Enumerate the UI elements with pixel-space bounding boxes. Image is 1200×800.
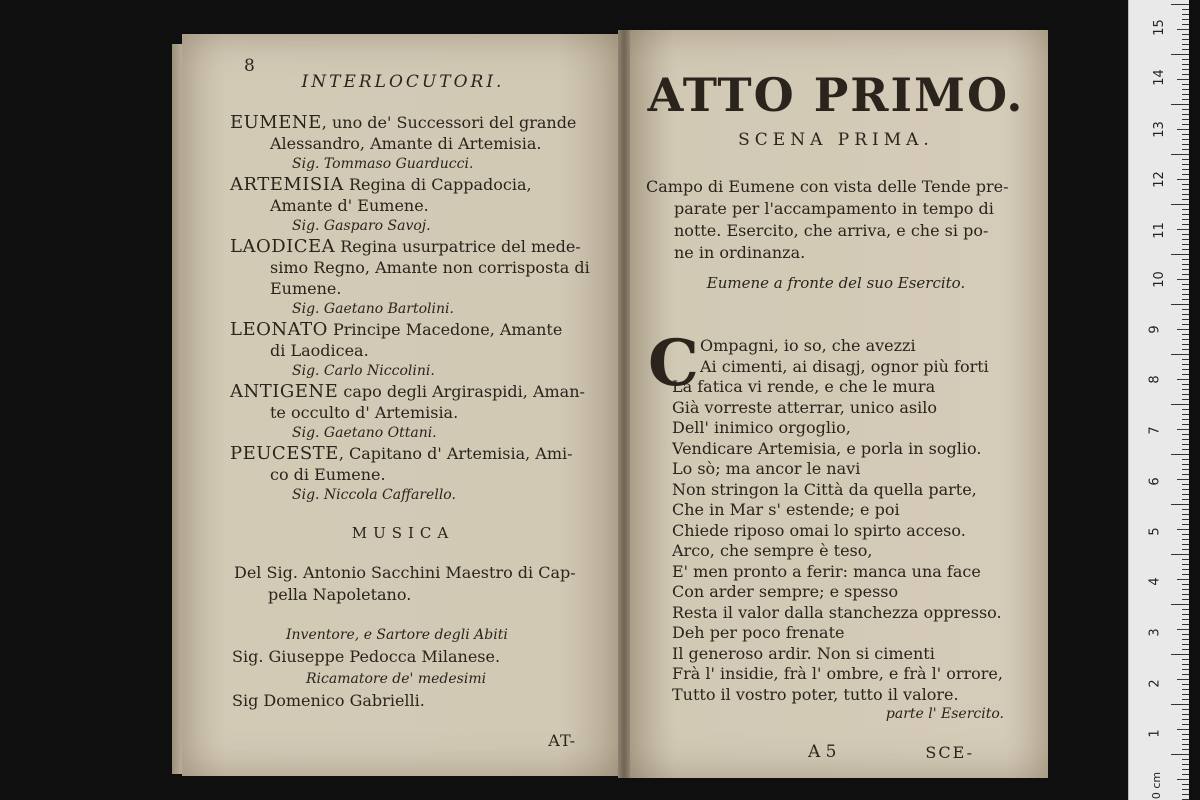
ruler-tick [1182, 194, 1189, 195]
ruler-number: 14 [1151, 69, 1167, 86]
ruler-tick [1177, 679, 1189, 680]
ruler-tick [1182, 64, 1189, 65]
ruler-tick [1182, 539, 1189, 540]
ruler-tick [1171, 104, 1189, 105]
ruler-tick [1182, 314, 1189, 315]
ruler-tick [1182, 319, 1189, 320]
ruler-tick [1182, 449, 1189, 450]
ruler-tick [1182, 784, 1189, 785]
character-desc: Regina di Cappadocia, [343, 175, 532, 194]
ruler-tick [1182, 359, 1189, 360]
ruler-tick [1182, 364, 1189, 365]
ruler-tick [1182, 274, 1189, 275]
character-desc-cont: Alessandro, Amante di Artemisia. [270, 134, 542, 153]
ruler-tick [1182, 14, 1189, 15]
ruler-tick [1182, 419, 1189, 420]
ruler-tick [1182, 464, 1189, 465]
setting-line: parate per l'accampamento in tempo di [674, 199, 994, 218]
ruler-tick [1182, 44, 1189, 45]
ruler-tick [1182, 389, 1189, 390]
verse-line: Resta il valor dalla stanchezza oppresso. [672, 602, 1002, 622]
character-desc-cont: co di Eumene. [270, 465, 386, 484]
ruler-tick [1182, 484, 1189, 485]
ruler-tick [1182, 334, 1189, 335]
ruler-tick [1182, 134, 1189, 135]
ruler-tick [1177, 579, 1189, 580]
ruler-tick [1182, 564, 1189, 565]
verse-line: Il generoso ardir. Non si cimenti [672, 643, 935, 663]
character-desc: , Capitano d' Artemisia, Ami- [338, 444, 573, 463]
signature-mark: A 5 [808, 742, 837, 762]
ruler-tick [1182, 89, 1189, 90]
ruler-tick [1182, 74, 1189, 75]
ruler-tick [1182, 309, 1189, 310]
cast-entry [230, 236, 600, 319]
ruler-tick [1182, 369, 1189, 370]
ruler-tick [1182, 744, 1189, 745]
ruler-tick [1182, 549, 1189, 550]
ruler-tick [1182, 684, 1189, 685]
verse-line: Arco, che sempre è teso, [672, 541, 873, 560]
character-desc-cont: Amante d' Eumene. [270, 196, 429, 215]
verse-line: Con arder sempre; e spesso [672, 582, 899, 601]
ruler-tick [1182, 209, 1189, 210]
ruler-tick [1182, 444, 1189, 445]
ruler-tick [1182, 459, 1189, 460]
singer-name: Sig. Tommaso Guarducci. [292, 156, 474, 172]
ruler-tick [1182, 724, 1189, 725]
character-name: LEONATO [230, 319, 328, 340]
cast-list [230, 112, 600, 505]
verse-line: Lo sò; ma ancor le navi [672, 459, 861, 478]
credit-name: Sig Domenico Gabrielli. [232, 691, 425, 710]
cast-heading: INTERLOCUTORI. [301, 72, 505, 92]
singer-name: Sig. Carlo Niccolini. [292, 363, 435, 379]
character-name: PEUCESTE [230, 443, 339, 464]
ruler-tick [1182, 534, 1189, 535]
ruler-tick [1171, 54, 1189, 55]
ruler-tick [1182, 349, 1189, 350]
ruler-tick [1182, 174, 1189, 175]
ruler-tick [1171, 304, 1189, 305]
ruler-tick [1171, 4, 1189, 5]
ruler-number: 6 [1147, 477, 1163, 486]
costume-credits [232, 624, 592, 712]
cast-entry [230, 443, 600, 505]
ruler-tick [1171, 654, 1189, 655]
ruler-tick [1177, 179, 1189, 180]
ruler-tick [1182, 109, 1189, 110]
ruler-tick [1182, 649, 1189, 650]
ruler-number: 10 [1151, 271, 1167, 288]
ruler-number: 2 [1147, 679, 1163, 688]
ruler-tick [1182, 169, 1189, 170]
ruler-tick [1182, 184, 1189, 185]
character-desc-cont: simo Regno, Amante non corrisposta di Eumene. [270, 258, 590, 298]
ruler-tick [1182, 159, 1189, 160]
ruler-tick [1177, 779, 1189, 780]
setting-line: Campo di Eumene con vista delle Tende pre- [646, 177, 1009, 196]
ruler-tick [1182, 544, 1189, 545]
ruler-tick [1182, 284, 1189, 285]
catchword: AT- [548, 731, 576, 750]
ruler-tick [1182, 774, 1189, 775]
ruler-tick [1182, 214, 1189, 215]
ruler-tick [1182, 749, 1189, 750]
ruler-tick [1182, 644, 1189, 645]
ruler-tick [1171, 704, 1189, 705]
ruler-tick [1182, 509, 1189, 510]
ruler-tick [1182, 574, 1189, 575]
music-heading: MUSICA [351, 524, 455, 542]
ruler-tick [1182, 124, 1189, 125]
character-desc: Principe Macedone, Amante [327, 320, 563, 339]
music-credit [234, 562, 594, 606]
setting-line: notte. Esercito, che arriva, e che si po- [674, 221, 989, 240]
book-gutter [618, 30, 630, 778]
ruler-tick [1182, 399, 1189, 400]
ruler-tick [1182, 164, 1189, 165]
ruler-tick [1177, 279, 1189, 280]
verse-block [648, 326, 1028, 705]
verse-line: Tutto il vostro poter, tutto il valore. [672, 684, 959, 704]
ruler-tick [1182, 439, 1189, 440]
ruler-tick [1182, 474, 1189, 475]
ruler-tick [1182, 34, 1189, 35]
ruler-tick [1182, 119, 1189, 120]
ruler-tick [1182, 239, 1189, 240]
verse-line: E' men pronto a ferir: manca una face [672, 561, 981, 581]
ruler-tick [1182, 789, 1189, 790]
catchword: SCE- [925, 743, 974, 762]
ruler-tick [1182, 434, 1189, 435]
ruler-tick [1182, 244, 1189, 245]
ruler-tick [1182, 624, 1189, 625]
page-number: 8 [244, 56, 255, 76]
exit-direction: parte l' Esercito. [885, 706, 1004, 722]
ruler-number: 9 [1147, 325, 1163, 334]
right-page [624, 30, 1048, 778]
ruler-tick [1182, 569, 1189, 570]
cast-entry [230, 112, 600, 174]
singer-name: Sig. Gaetano Bartolini. [292, 301, 454, 317]
ruler-tick [1171, 204, 1189, 205]
ruler-tick [1182, 59, 1189, 60]
measuring-ruler [1128, 0, 1189, 800]
verse-line: Che in Mar s' estende; e poi [672, 500, 900, 519]
ruler-tick [1182, 594, 1189, 595]
ruler-tick [1182, 674, 1189, 675]
ruler-tick [1182, 224, 1189, 225]
ruler-tick [1182, 769, 1189, 770]
ruler-tick [1182, 764, 1189, 765]
character-name: EUMENE [230, 112, 322, 133]
ruler-number: 13 [1151, 121, 1167, 138]
ruler-tick [1171, 454, 1189, 455]
ruler-tick [1177, 429, 1189, 430]
ruler-tick [1182, 199, 1189, 200]
ruler-tick [1182, 409, 1189, 410]
ruler-tick [1182, 759, 1189, 760]
ruler-number: 1 [1147, 729, 1163, 738]
ruler-tick [1182, 584, 1189, 585]
verse-line: Già vorreste atterrar, unico asilo [672, 397, 937, 417]
ruler-unit: 0 cm [1150, 771, 1164, 800]
ruler-tick [1182, 9, 1189, 10]
ruler-tick [1171, 504, 1189, 505]
ruler-tick [1177, 379, 1189, 380]
music-credit-line: pella Napoletano. [268, 585, 412, 604]
ruler-tick [1182, 289, 1189, 290]
verse-line: Deh per poco frenate [672, 623, 845, 642]
ruler-tick [1182, 639, 1189, 640]
ruler-tick [1171, 404, 1189, 405]
ruler-tick [1182, 559, 1189, 560]
cast-entry [230, 319, 600, 381]
ruler-tick [1182, 19, 1189, 20]
ruler-tick [1177, 129, 1189, 130]
ruler-tick [1182, 339, 1189, 340]
ruler-tick [1182, 614, 1189, 615]
ruler-tick [1182, 84, 1189, 85]
ruler-tick [1177, 529, 1189, 530]
ruler-tick [1182, 69, 1189, 70]
ruler-tick [1177, 329, 1189, 330]
singer-name: Sig. Gasparo Savoj. [292, 218, 431, 234]
singer-name: Sig. Gaetano Ottani. [292, 425, 437, 441]
singer-name: Sig. Niccola Caffarello. [292, 487, 456, 503]
ruler-tick [1182, 599, 1189, 600]
ruler-tick [1182, 114, 1189, 115]
ruler-tick [1171, 254, 1189, 255]
ruler-tick [1182, 514, 1189, 515]
ruler-tick [1182, 634, 1189, 635]
character-desc: capo degli Argiraspidi, Aman- [338, 382, 585, 401]
ruler-tick [1182, 294, 1189, 295]
ruler-tick [1177, 229, 1189, 230]
ruler-tick [1177, 29, 1189, 30]
ruler-tick [1182, 414, 1189, 415]
ruler-number: 8 [1147, 375, 1163, 384]
ruler-tick [1182, 299, 1189, 300]
ruler-tick [1182, 264, 1189, 265]
ruler-tick [1182, 234, 1189, 235]
character-desc: Regina usurpatrice del mede- [335, 237, 581, 256]
ruler-tick [1182, 659, 1189, 660]
ruler-tick [1182, 794, 1189, 795]
character-desc: , uno de' Successori del grande [321, 113, 577, 132]
cast-entry [230, 381, 600, 443]
ruler-number: 3 [1147, 628, 1163, 637]
ruler-tick [1171, 554, 1189, 555]
credit-name: Sig. Giuseppe Pedocca Milanese. [232, 647, 501, 666]
verse-line: La fatica vi rende, e che le mura [672, 377, 936, 396]
verse-line: Chiede riposo omai lo spirto acceso. [672, 520, 966, 540]
ruler-tick [1182, 619, 1189, 620]
ruler-tick [1182, 24, 1189, 25]
ruler-tick [1182, 39, 1189, 40]
ruler-number: 7 [1147, 426, 1163, 435]
ruler-tick [1182, 324, 1189, 325]
ruler-tick [1182, 259, 1189, 260]
character-name: ARTEMISIA [230, 174, 344, 195]
scene-title: SCENA PRIMA. [738, 130, 934, 150]
setting-line: ne in ordinanza. [674, 243, 806, 262]
ruler-tick [1182, 219, 1189, 220]
ruler-tick [1182, 699, 1189, 700]
credit-role: Ricamatore de' medesimi [306, 671, 487, 687]
ruler-tick [1182, 189, 1189, 190]
ruler-tick [1182, 719, 1189, 720]
ruler-tick [1171, 754, 1189, 755]
ruler-number: 5 [1147, 527, 1163, 536]
ruler-tick [1182, 149, 1189, 150]
ruler-tick [1182, 49, 1189, 50]
ruler-tick [1182, 664, 1189, 665]
ruler-tick [1182, 144, 1189, 145]
character-desc-cont: di Laodicea. [270, 341, 369, 360]
verse-line: Frà l' insidie, frà l' ombre, e frà l' orrore, [672, 664, 1003, 683]
ruler-tick [1171, 154, 1189, 155]
music-credit-line: Del Sig. Antonio Sacchini Maestro di Cap- [234, 563, 576, 582]
ruler-tick [1182, 139, 1189, 140]
verse-line: Non stringon la Città da quella parte, [672, 479, 977, 499]
cast-entry [230, 174, 600, 236]
ruler-tick [1182, 709, 1189, 710]
ruler-tick [1182, 524, 1189, 525]
ruler-tick [1171, 604, 1189, 605]
drop-cap: C [648, 326, 699, 401]
ruler-tick [1171, 354, 1189, 355]
scene-setting [646, 176, 1026, 264]
ruler-tick [1182, 394, 1189, 395]
ruler-tick [1182, 734, 1189, 735]
ruler-tick [1182, 424, 1189, 425]
left-page [182, 34, 624, 776]
ruler-number: 4 [1147, 577, 1163, 586]
ruler-tick [1182, 269, 1189, 270]
character-desc-cont: te occulto d' Artemisia. [270, 403, 459, 422]
ruler-tick [1182, 249, 1189, 250]
ruler-tick [1182, 669, 1189, 670]
ruler-number: 15 [1151, 19, 1167, 36]
ruler-tick [1182, 714, 1189, 715]
character-name: LAODICEA [230, 236, 336, 257]
ruler-tick [1182, 609, 1189, 610]
ruler-tick [1182, 344, 1189, 345]
ruler-tick [1182, 499, 1189, 500]
ruler-tick [1182, 489, 1189, 490]
ruler-tick [1177, 729, 1189, 730]
ruler-tick [1182, 494, 1189, 495]
ruler-number: 12 [1151, 171, 1167, 188]
ruler-tick [1182, 94, 1189, 95]
verse-line: Dell' inimico orgoglio, [672, 418, 851, 437]
ruler-tick [1182, 739, 1189, 740]
ruler-tick [1182, 384, 1189, 385]
act-title: ATTO PRIMO. [647, 68, 1025, 122]
verse-line: Vendicare Artemisia, e porla in soglio. [672, 438, 982, 458]
ruler-tick [1182, 374, 1189, 375]
ruler-tick [1182, 469, 1189, 470]
book-page-edge [172, 44, 182, 774]
verse-line: Ai cimenti, ai disagj, ognor più forti [700, 356, 989, 376]
stage-direction: Eumene a fronte del suo Esercito. [706, 274, 966, 292]
ruler-tick [1177, 479, 1189, 480]
ruler-tick [1177, 79, 1189, 80]
ruler-tick [1182, 99, 1189, 100]
ruler-tick [1177, 629, 1189, 630]
credit-role: Inventore, e Sartore degli Abiti [286, 627, 508, 643]
character-name: ANTIGENE [230, 381, 339, 402]
verse-line: Ompagni, io so, che avezzi [700, 336, 916, 355]
ruler-tick [1182, 689, 1189, 690]
ruler-tick [1182, 519, 1189, 520]
ruler-number: 11 [1151, 222, 1167, 239]
ruler-tick [1182, 589, 1189, 590]
ruler-tick [1182, 694, 1189, 695]
